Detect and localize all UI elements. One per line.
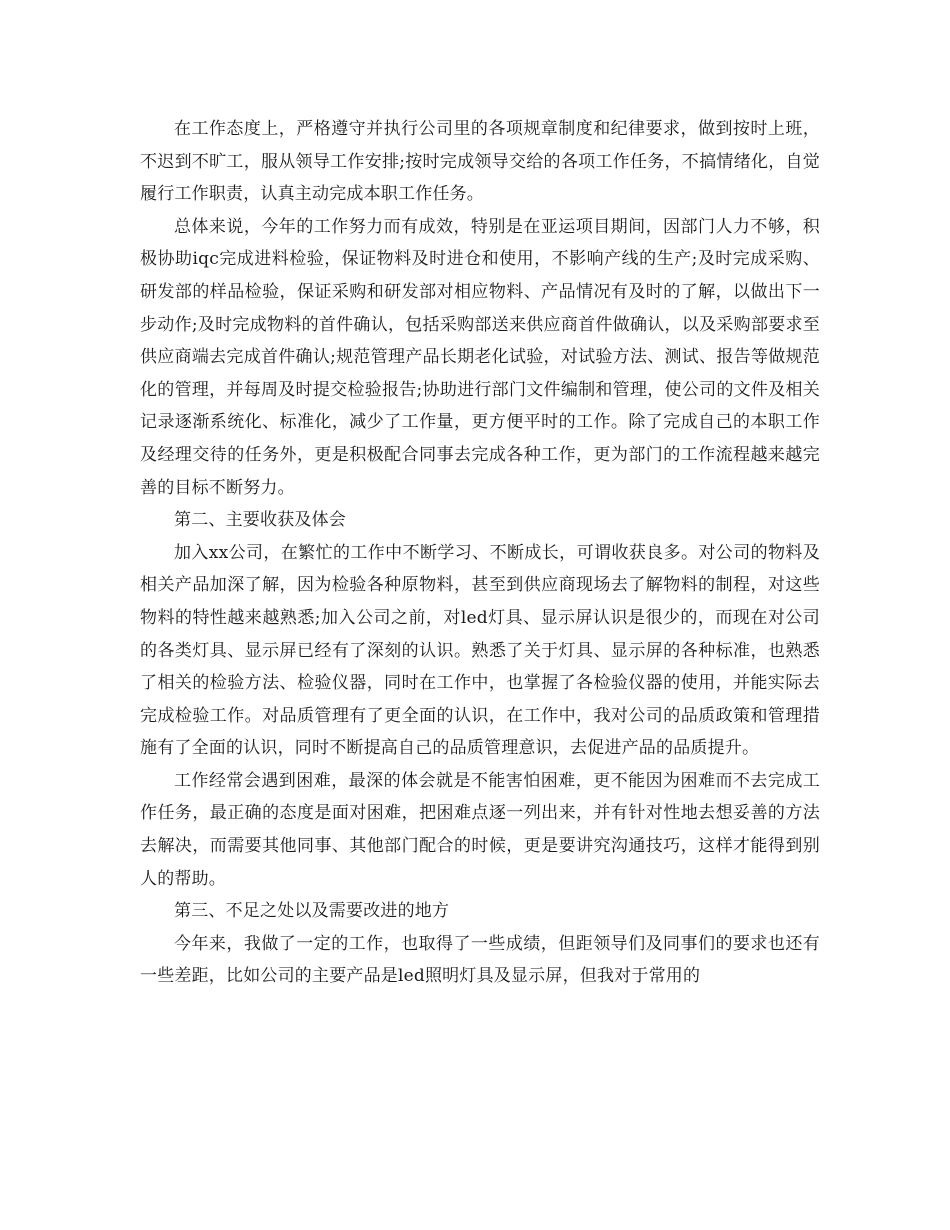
section-heading-shortcomings: 第三、不足之处以及需要改进的地方: [174, 901, 450, 922]
paragraph-overall-summary: 总体来说，今年的工作努力而有成效，特别是在亚运项目期间，因部门人力不够，积极协助iqc完成进料检验，保证物料及时进仓和使用，不影响产线的生产;及时完成采购、研发部的样品检验，保证采购和研发部对相应物料、产品情况有及时的了解，以做出下一步动作;及时完成物料的首件确认，包括采购部送来供应商首件做确认，以及采购部要求至供应商端去完成首件确认;规范管理产品长期老化试验，对试验方法、测试、报告等做规范化的管理，并每周及时提交检验报告;协助进行部门文件编制和管理，使公司的文件及相关记录逐渐系统化、标准化，减少了工作量，更方便平时的工作。除了完成自己的本职工作及经理交待的任务外，更是积极配合同事去完成各种工作，更为部门的工作流程越来越完善的目标不断努力。: [140, 216, 820, 498]
paragraph-shortcomings: 今年来，我做了一定的工作，也取得了一些成绩，但距领导们及同事们的要求也还有一些差距，比如公司的主要产品是led照明灯具及显示屏，但我对于常用的: [140, 933, 820, 987]
paragraph-difficulties: 工作经常会遇到困难，最深的体会就是不能害怕困难，更不能因为困难而不去完成工作任务，最正确的态度是面对困难，把困难点逐一列出来，并有针对性地去想妥善的方法去解决，而需要其他同事、其他部门配合的时候，更是要讲究沟通技巧，这样才能得到别人的帮助。: [140, 770, 820, 889]
paragraph-work-attitude: 在工作态度上，严格遵守并执行公司里的各项规章制度和纪律要求，做到按时上班，不迟到不旷工，服从领导工作安排;按时完成领导交给的各项工作任务，不搞情绪化，自觉履行工作职责，认真主动完成本职工作任务。: [140, 119, 820, 205]
paragraph-gains: 加入xx公司，在繁忙的工作中不断学习、不断成长，可谓收获良多。对公司的物料及相关产品加深了解，因为检验各种原物料，甚至到供应商现场去了解物料的制程，对这些物料的特性越来越熟悉;加入公司之前，对led灯具、显示屏认识是很少的，而现在对公司的各类灯具、显示屏已经有了深刻的认识。熟悉了关于灯具、显示屏的各种标准，也熟悉了相关的检验方法、检验仪器，同时在工作中，也掌握了各检验仪器的使用，并能实际去完成检验工作。对品质管理有了更全面的认识，在工作中，我对公司的品质政策和管理措施有了全面的认识，同时不断提高自己的品质管理意识，去促进产品的品质提升。: [140, 542, 820, 759]
document-body: [140, 113, 820, 993]
section-heading-gains: 第二、主要收获及体会: [174, 510, 346, 531]
